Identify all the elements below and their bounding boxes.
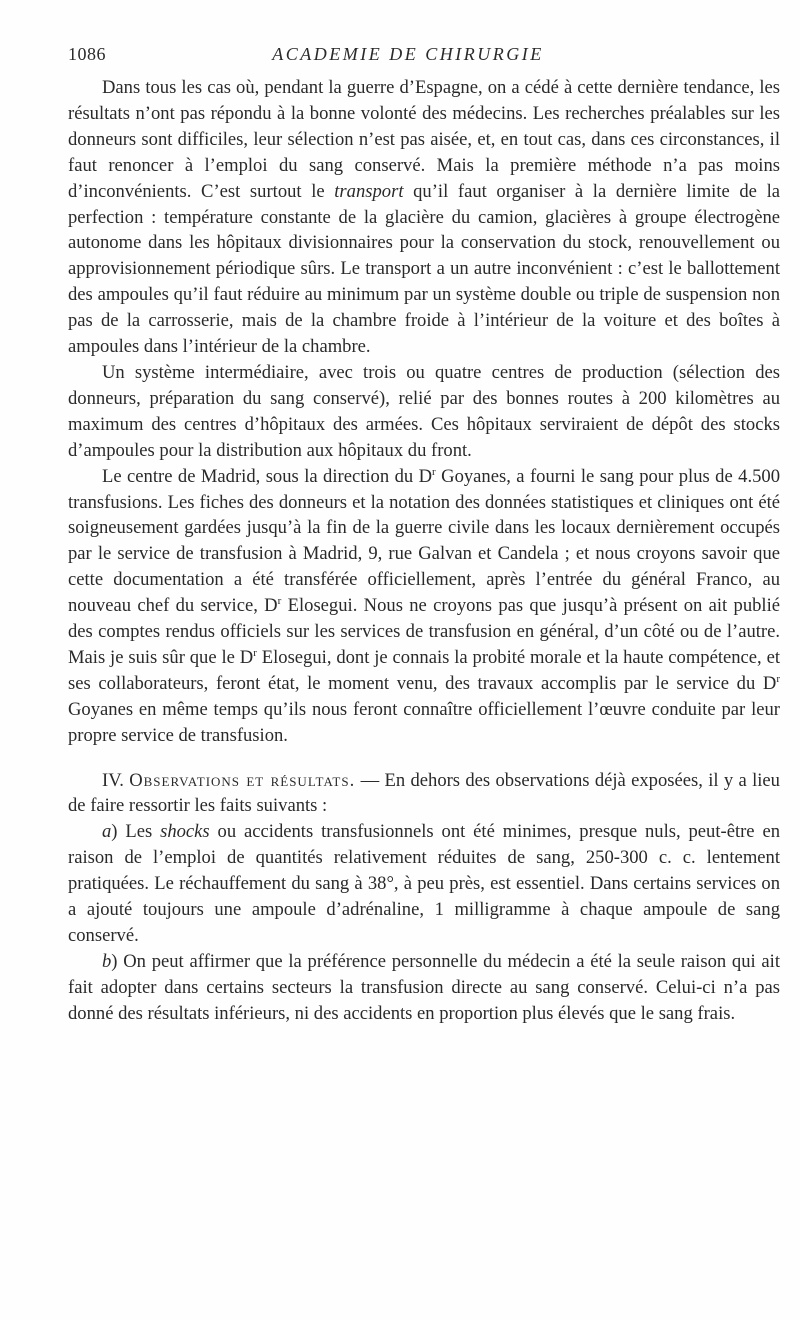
italic-term: transport [334,180,404,202]
paragraph-item-b [68,949,780,1027]
paragraph-text: Elosegui, dont je connais la probité morale et la haute compétence, et ses collaborateurs, feront état, le moment venu, des travaux accomplis par le service du D [68,646,780,694]
running-title: ACADEMIE DE CHIRURGIE [272,44,544,64]
paragraph-text: ou accidents transfusionnels ont été minimes, presque nuls, peut-être en raison de l’emploi de quantités relativement réduites de sang, 250-300 c. c. lentement pratiquées. Le réchauffement du sang à 38°, à peu près, est essentiel. Dans certains services on a ajouté toujours une ampoule d’adrénaline, 1 milligramme à chaque ampoule de sang conservé. [68,821,780,946]
page-number: 1086 [68,44,106,64]
paragraph-transport [68,75,780,360]
superscript: r [253,646,257,659]
paragraph-text: ) Les [111,821,161,843]
item-letter: a [102,821,112,843]
section-heading-paragraph [68,768,780,820]
superscript: r [776,672,780,685]
paragraph-text: Elosegui. Nous ne croyons pas que jusqu’à présent on ait publié des comptes rendus officiels sur les services de transfusion en général, d’un côté ou de l’autre. Mais je suis sûr que le D [68,595,780,668]
page-header [68,44,768,68]
paragraph-text: — En dehors des observations déjà exposées, il y a lieu de faire ressortir les faits suivants : [68,769,780,817]
superscript: r [277,595,282,608]
section-number: IV. [102,769,130,791]
paragraph-text: Le centre de Madrid, sous la direction du D [102,465,433,487]
paragraph-text: Dans tous les cas où, pendant la guerre d’Espagne, on a cédé à cette dernière tendance, les résultats n’ont pas répondu à la bonne volonté des médecins. Les recherches préalables sur les donneurs sont difficiles, leur sélection n’est pas aisée, et, en tout cas, dans ces circonstances, il faut renoncer à l’emploi du sang conservé. Mais la première méthode n’a pas moins d’inconvénients. C’est surtout le [68,77,780,202]
item-letter: b [102,950,112,972]
italic-term: shocks [160,821,210,843]
paragraph-text: Goyanes en même temps qu’ils nous feront connaître officiellement l’œuvre conduite par leur propre service de transfusion. [68,698,780,746]
paragraph-text: qu’il faut organiser à la dernière limite de la perfection : température constante de la glacière du camion, glacières à groupe électrogène autonome dans les hôpitaux divisionnaires pour la conservation du stock, renouvellement ou approvisionnement périodique sûrs. Le transport a un autre inconvénient : c’est le ballottement des ampoules qu’il faut réduire au minimum par un système double ou triple de suspension non pas de la carrosserie, mais de la chambre froide à l’intérieur de la voiture et des boîtes à ampoules dans l’intérieur de la chambre. [68,180,780,358]
paragraph-item-a [68,819,780,949]
superscript: r [432,465,436,478]
paragraph-intermediate-system: Un système intermédiaire, avec trois ou quatre centres de production (sélection des donneurs, préparation du sang conservé), relié par des bonnes routes à 200 kilomètres au maximum des centres d’hôpitaux des armées. Ces hôpitaux serviraient de dépôt des stocks d’ampoules pour la distribution aux hôpitaux du front. [68,361,780,461]
paragraph-text: Goyanes, a fourni le sang pour plus de 4.500 transfusions. Les fiches des donneurs et la notation des données statistiques et cliniques ont été soigneusement gardées jusqu’à la fin de la guerre civile dans les locaux dernièrement occupés par le service de transfusion à Madrid, 9, rue Galvan et Candela ; et nous croyons savoir que cette documentation a été transférée officiellement, après l’entrée du général Franco, au nouveau chef du service, D [68,465,781,617]
section-title: Observations et résultats. [129,769,356,791]
paragraph-madrid-centre [68,464,780,749]
paragraph-text: ) On peut affirmer que la préférence personnelle du médecin a été la seule raison qui ait fait adopter dans certains secteurs la transfusion directe au sang conservé. Celui-ci n’a pas donné des résultats inférieurs, ni des accidents en proportion plus élevés que le sang frais. [68,950,780,1024]
body-text [68,75,780,1027]
